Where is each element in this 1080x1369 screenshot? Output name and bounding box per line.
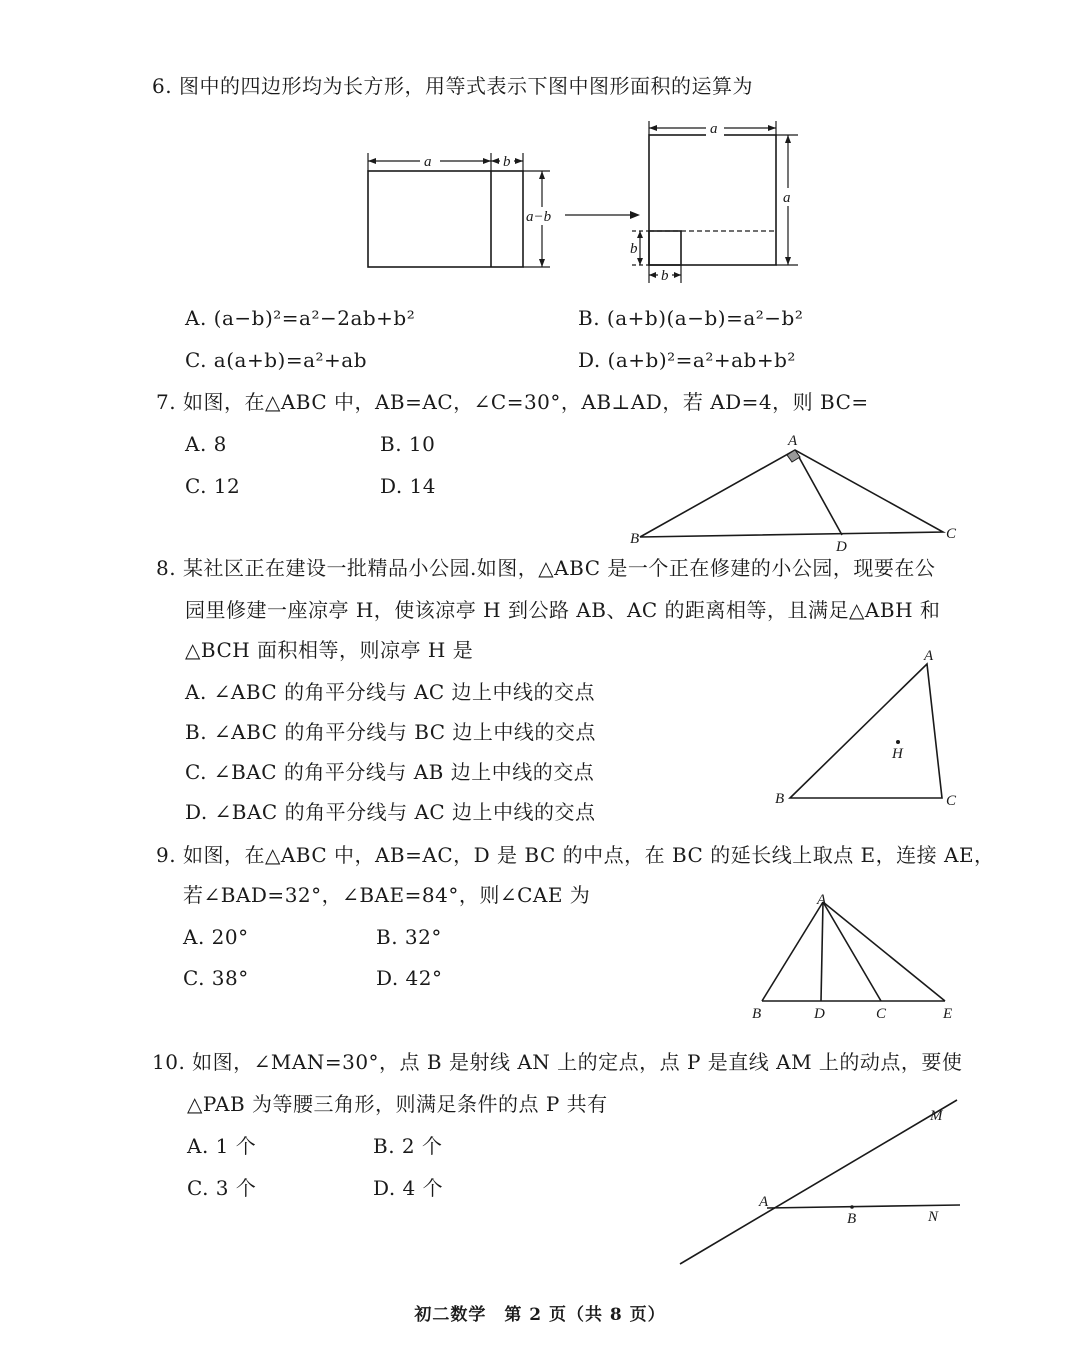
q10-option-a[interactable]: A. 1 个 (187, 1134, 257, 1158)
q10-label-a: A (759, 1194, 769, 1210)
q9-option-b[interactable]: B. 32° (376, 925, 442, 949)
q7-option-a[interactable]: A. 8 (185, 432, 227, 456)
q8-label-b: B (775, 791, 785, 807)
q6-right-square (649, 135, 776, 265)
q10-ray-an (767, 1205, 960, 1208)
q10-stem-line-2: △PAB 为等腰三角形，则满足条件的点 P 共有 (187, 1092, 608, 1116)
q6-label-b-bottom: b (661, 268, 669, 284)
q9-stem-line-1: 9. 如图，在△ABC 中，AB=AC，D 是 BC 的中点，在 BC 的延长线上取点 E，连接 AE， (156, 843, 995, 867)
q6-label-a-left: a (424, 154, 432, 170)
q10-label-b: B (847, 1211, 857, 1227)
q8-option-d[interactable]: D. ∠BAC 的角平分线与 AC 边上中线的交点 (185, 800, 596, 824)
q9-option-d[interactable]: D. 42° (376, 966, 443, 990)
q8-label-a: A (924, 648, 934, 664)
q9-label-e: E (943, 1006, 953, 1022)
q6-label-a-minus-b: a−b (526, 209, 552, 225)
q7-label-a: A (788, 433, 798, 449)
q7-label-d: D (836, 539, 847, 555)
q7-option-d[interactable]: D. 14 (380, 474, 436, 498)
page-footer: 初二数学 第 2 页（共 8 页） (414, 1305, 666, 1325)
q6-label-a-right: a (783, 190, 791, 206)
q7-figure (620, 425, 970, 555)
q7-option-c[interactable]: C. 12 (185, 474, 241, 498)
q10-stem-line-1: 10. 如图，∠MAN=30°，点 B 是射线 AN 上的定点，点 P 是直线 AM 上的动点，要使 (152, 1050, 963, 1074)
q8-point-h (896, 740, 900, 744)
q6-option-b[interactable]: B. (a+b)(a−b)=a²−b² (578, 306, 804, 330)
q7-stem: 7. 如图，在△ABC 中，AB=AC，∠C=30°，AB⊥AD，若 AD=4，则 BC= (156, 390, 869, 414)
q8-option-a[interactable]: A. ∠ABC 的角平分线与 AC 边上中线的交点 (185, 680, 596, 704)
q9-segment-ae (823, 902, 945, 1001)
q10-label-m: M (930, 1108, 943, 1124)
q6-stem: 6. 图中的四边形均为长方形，用等式表示下图中图形面积的运算为 (152, 74, 753, 98)
q7-option-b[interactable]: B. 10 (380, 432, 436, 456)
q9-label-b: B (752, 1006, 762, 1022)
q6-label-a-top: a (710, 121, 718, 137)
q8-figure (770, 645, 970, 815)
q10-figure (670, 1090, 970, 1275)
q9-label-c: C (876, 1006, 887, 1022)
q9-option-a[interactable]: A. 20° (183, 925, 249, 949)
q6-figure (360, 115, 810, 285)
q8-label-c: C (946, 793, 957, 809)
q9-figure (745, 890, 970, 1025)
q9-label-a: A (817, 892, 827, 908)
q7-label-b: B (630, 531, 640, 547)
q10-point-b (850, 1205, 854, 1209)
q10-option-d[interactable]: D. 4 个 (373, 1176, 444, 1200)
q8-stem-line-1: 8. 某社区正在建设一批精品小公园.如图，△ABC 是一个正在修建的小公园，现要在公 (156, 556, 936, 580)
q6-label-b-side: b (630, 241, 638, 257)
q9-option-c[interactable]: C. 38° (183, 966, 249, 990)
q10-option-b[interactable]: B. 2 个 (373, 1134, 443, 1158)
q9-stem-line-2: 若∠BAD=32°，∠BAE=84°，则∠CAE 为 (183, 883, 591, 907)
q6-option-d[interactable]: D. (a+b)²=a²+ab+b² (578, 348, 796, 372)
q7-triangle (640, 450, 943, 537)
q8-option-c[interactable]: C. ∠BAC 的角平分线与 AB 边上中线的交点 (185, 760, 595, 784)
q8-stem-line-3: △BCH 面积相等，则凉亭 H 是 (185, 638, 474, 662)
q10-line-am (680, 1100, 957, 1264)
q6-label-b-left: b (503, 154, 511, 170)
q9-segment-ad (821, 902, 823, 1001)
q9-segment-ab (762, 902, 823, 1001)
q7-label-c: C (946, 526, 957, 542)
q6-option-a[interactable]: A. (a−b)²=a²−2ab+b² (185, 306, 416, 330)
q9-segment-ac (823, 902, 881, 1001)
q8-triangle (790, 664, 942, 798)
q9-label-d: D (814, 1006, 825, 1022)
q6-left-rect (368, 171, 523, 267)
q8-stem-line-2: 园里修建一座凉亭 H，使该凉亭 H 到公路 AB、AC 的距离相等，且满足△ABH 和 (185, 598, 941, 622)
q6-small-rect (649, 231, 681, 265)
q8-option-b[interactable]: B. ∠ABC 的角平分线与 BC 边上中线的交点 (185, 720, 596, 744)
q8-label-h: H (892, 746, 903, 762)
q6-option-c[interactable]: C. a(a+b)=a²+ab (185, 348, 368, 372)
q10-option-c[interactable]: C. 3 个 (187, 1176, 257, 1200)
q10-label-n: N (928, 1209, 939, 1225)
